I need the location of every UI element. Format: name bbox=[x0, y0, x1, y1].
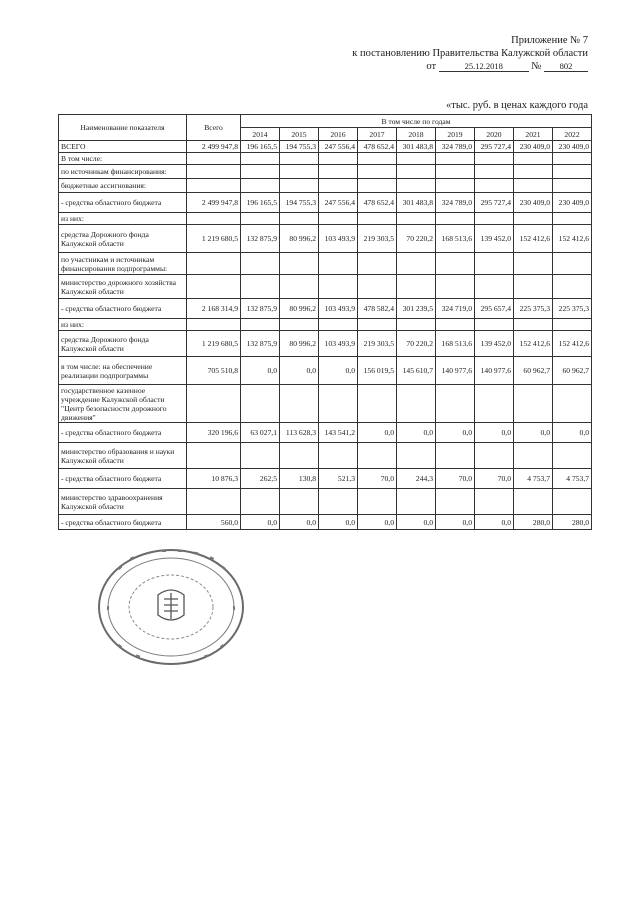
year-value-cell bbox=[436, 443, 475, 469]
table-row bbox=[59, 141, 592, 153]
year-value-cell: 244,3 bbox=[397, 469, 436, 489]
year-value-cell: 156 019,5 bbox=[358, 357, 397, 385]
year-value-cell: 103 493,9 bbox=[319, 299, 358, 319]
year-value-cell bbox=[241, 253, 280, 275]
year-value-cell bbox=[436, 319, 475, 331]
row-label: из них: bbox=[59, 319, 187, 331]
appendix-title: Приложение № 7 bbox=[511, 35, 588, 46]
year-value-cell: 230 409,0 bbox=[553, 193, 592, 213]
row-total bbox=[187, 319, 241, 331]
year-value-cell bbox=[358, 179, 397, 193]
year-value-cell bbox=[436, 275, 475, 299]
year-value-cell: 152 412,6 bbox=[553, 331, 592, 357]
year-value-cell: 113 628,3 bbox=[280, 423, 319, 443]
year-value-cell: 0,0 bbox=[397, 515, 436, 530]
year-value-cell bbox=[280, 275, 319, 299]
year-value-cell: 103 493,9 bbox=[319, 225, 358, 253]
row-total bbox=[187, 443, 241, 469]
table-row bbox=[59, 225, 592, 253]
year-value-cell bbox=[436, 179, 475, 193]
resolution-reference: к постановлению Правительства Калужской области bbox=[352, 48, 588, 59]
table-row bbox=[59, 331, 592, 357]
row-total: 320 196,6 bbox=[187, 423, 241, 443]
year-value-cell: 225 375,3 bbox=[553, 299, 592, 319]
year-value-cell: 152 412,6 bbox=[514, 331, 553, 357]
row-label: государственное казенное учреждение Калужской области "Центр безопасности дорожного движения" bbox=[59, 385, 187, 423]
year-value-cell bbox=[553, 165, 592, 179]
year-value-cell bbox=[397, 179, 436, 193]
year-value-cell: 295 657,4 bbox=[475, 299, 514, 319]
column-header-years-group: В том числе по годам bbox=[241, 115, 592, 128]
year-value-cell: 521,3 bbox=[319, 469, 358, 489]
year-value-cell bbox=[475, 253, 514, 275]
year-value-cell bbox=[319, 153, 358, 165]
year-value-cell: 4 753,7 bbox=[514, 469, 553, 489]
year-value-cell bbox=[241, 153, 280, 165]
year-value-cell bbox=[358, 443, 397, 469]
year-value-cell: 324 719,0 bbox=[436, 299, 475, 319]
year-value-cell bbox=[319, 165, 358, 179]
row-total: 560,0 bbox=[187, 515, 241, 530]
table-row bbox=[59, 179, 592, 193]
year-value-cell: 80 996,2 bbox=[280, 331, 319, 357]
year-value-cell: 0,0 bbox=[319, 357, 358, 385]
year-value-cell: 152 412,6 bbox=[514, 225, 553, 253]
year-value-cell bbox=[280, 253, 319, 275]
year-value-cell bbox=[319, 319, 358, 331]
year-value-cell bbox=[436, 153, 475, 165]
year-value-cell: 103 493,9 bbox=[319, 331, 358, 357]
year-value-cell: 132 875,9 bbox=[241, 225, 280, 253]
year-value-cell: 280,0 bbox=[514, 515, 553, 530]
table-row bbox=[59, 489, 592, 515]
year-value-cell bbox=[475, 213, 514, 225]
table-row bbox=[59, 423, 592, 443]
year-value-cell bbox=[475, 165, 514, 179]
resolution-date-line bbox=[352, 60, 588, 73]
year-value-cell bbox=[241, 385, 280, 423]
year-value-cell bbox=[514, 165, 553, 179]
table-row bbox=[59, 213, 592, 225]
year-value-cell bbox=[358, 489, 397, 515]
row-total bbox=[187, 179, 241, 193]
table-row bbox=[59, 443, 592, 469]
table-row bbox=[59, 253, 592, 275]
year-value-cell bbox=[280, 153, 319, 165]
year-value-cell bbox=[358, 275, 397, 299]
table-row bbox=[59, 153, 592, 165]
number-label: № bbox=[531, 61, 542, 72]
year-value-cell bbox=[397, 489, 436, 515]
year-value-cell: 70,0 bbox=[475, 469, 514, 489]
year-value-cell: 196 165,5 bbox=[241, 141, 280, 153]
row-total bbox=[187, 213, 241, 225]
row-total: 1 219 680,5 bbox=[187, 331, 241, 357]
appendix-header bbox=[352, 34, 588, 73]
year-value-cell bbox=[358, 319, 397, 331]
row-total bbox=[187, 165, 241, 179]
year-value-cell bbox=[319, 443, 358, 469]
year-value-cell bbox=[436, 385, 475, 423]
year-header: 2017 bbox=[358, 128, 397, 141]
year-value-cell: 70,0 bbox=[358, 469, 397, 489]
year-value-cell bbox=[397, 443, 436, 469]
year-value-cell: 295 727,4 bbox=[475, 141, 514, 153]
year-value-cell bbox=[553, 385, 592, 423]
row-label: - средства областного бюджета bbox=[59, 423, 187, 443]
year-value-cell bbox=[280, 165, 319, 179]
year-value-cell bbox=[514, 443, 553, 469]
year-header: 2022 bbox=[553, 128, 592, 141]
year-header: 2014 bbox=[241, 128, 280, 141]
year-value-cell bbox=[514, 213, 553, 225]
year-value-cell: 130,8 bbox=[280, 469, 319, 489]
year-value-cell bbox=[514, 275, 553, 299]
table-row bbox=[59, 275, 592, 299]
year-value-cell: 196 165,5 bbox=[241, 193, 280, 213]
year-value-cell bbox=[319, 275, 358, 299]
year-value-cell bbox=[553, 253, 592, 275]
row-label: средства Дорожного фонда Калужской области bbox=[59, 331, 187, 357]
year-value-cell: 194 755,3 bbox=[280, 193, 319, 213]
year-value-cell: 0,0 bbox=[475, 423, 514, 443]
row-label: - средства областного бюджета bbox=[59, 193, 187, 213]
year-value-cell bbox=[397, 153, 436, 165]
year-value-cell bbox=[397, 165, 436, 179]
row-label: средства Дорожного фонда Калужской области bbox=[59, 225, 187, 253]
year-value-cell: 478 652,4 bbox=[358, 193, 397, 213]
year-value-cell bbox=[397, 319, 436, 331]
year-value-cell bbox=[319, 213, 358, 225]
year-value-cell: 80 996,2 bbox=[280, 299, 319, 319]
year-value-cell bbox=[397, 253, 436, 275]
units-note: «тыс. руб. в ценах каждого года bbox=[445, 100, 588, 111]
year-value-cell: 324 789,0 bbox=[436, 141, 475, 153]
year-value-cell bbox=[514, 385, 553, 423]
year-value-cell: 0,0 bbox=[280, 515, 319, 530]
year-value-cell: 168 513,6 bbox=[436, 331, 475, 357]
year-value-cell bbox=[553, 179, 592, 193]
year-value-cell bbox=[280, 213, 319, 225]
year-value-cell bbox=[514, 153, 553, 165]
year-value-cell: 0,0 bbox=[436, 515, 475, 530]
year-value-cell: 70,0 bbox=[436, 469, 475, 489]
year-value-cell bbox=[397, 385, 436, 423]
resolution-number: 802 bbox=[544, 61, 588, 72]
from-label: от bbox=[426, 61, 437, 72]
year-value-cell: 139 452,0 bbox=[475, 331, 514, 357]
table-row bbox=[59, 299, 592, 319]
year-value-cell bbox=[280, 443, 319, 469]
year-value-cell: 0,0 bbox=[280, 357, 319, 385]
year-value-cell: 230 409,0 bbox=[553, 141, 592, 153]
year-value-cell bbox=[436, 165, 475, 179]
year-value-cell bbox=[553, 153, 592, 165]
column-header-total: Всего bbox=[187, 115, 241, 141]
year-value-cell: 0,0 bbox=[241, 357, 280, 385]
year-value-cell bbox=[358, 153, 397, 165]
year-value-cell: 247 556,4 bbox=[319, 141, 358, 153]
year-value-cell: 324 789,0 bbox=[436, 193, 475, 213]
row-label: из них: bbox=[59, 213, 187, 225]
year-value-cell: 0,0 bbox=[475, 515, 514, 530]
row-label: министерство дорожного хозяйства Калужской области bbox=[59, 275, 187, 299]
year-value-cell bbox=[358, 165, 397, 179]
year-value-cell: 0,0 bbox=[397, 423, 436, 443]
row-total: 2 168 314,9 bbox=[187, 299, 241, 319]
year-value-cell: 0,0 bbox=[553, 423, 592, 443]
year-value-cell bbox=[514, 253, 553, 275]
year-value-cell: 262,5 bbox=[241, 469, 280, 489]
row-total bbox=[187, 385, 241, 423]
row-total: 1 219 680,5 bbox=[187, 225, 241, 253]
row-label: в том числе: на обеспечение реализации подпрограммы bbox=[59, 357, 187, 385]
year-value-cell bbox=[475, 153, 514, 165]
year-value-cell bbox=[553, 213, 592, 225]
row-label: - средства областного бюджета bbox=[59, 299, 187, 319]
year-value-cell bbox=[280, 489, 319, 515]
year-value-cell bbox=[397, 275, 436, 299]
year-value-cell: 140 977,6 bbox=[436, 357, 475, 385]
year-value-cell bbox=[397, 213, 436, 225]
year-value-cell bbox=[475, 443, 514, 469]
year-value-cell: 0,0 bbox=[436, 423, 475, 443]
table-row bbox=[59, 515, 592, 530]
year-value-cell bbox=[241, 179, 280, 193]
year-value-cell bbox=[436, 213, 475, 225]
year-value-cell: 301 483,8 bbox=[397, 193, 436, 213]
year-value-cell bbox=[319, 253, 358, 275]
year-value-cell bbox=[553, 319, 592, 331]
row-total: 10 876,3 bbox=[187, 469, 241, 489]
year-header: 2015 bbox=[280, 128, 319, 141]
budget-table bbox=[58, 114, 592, 530]
year-value-cell: 152 412,6 bbox=[553, 225, 592, 253]
row-total: 705 510,8 bbox=[187, 357, 241, 385]
year-value-cell: 230 409,0 bbox=[514, 141, 553, 153]
year-value-cell: 0,0 bbox=[514, 423, 553, 443]
year-value-cell: 80 996,2 bbox=[280, 225, 319, 253]
year-value-cell bbox=[319, 489, 358, 515]
year-value-cell bbox=[358, 213, 397, 225]
column-header-name: Наименование показателя bbox=[59, 115, 187, 141]
row-label: по источникам финансирования: bbox=[59, 165, 187, 179]
year-value-cell: 219 303,5 bbox=[358, 331, 397, 357]
year-value-cell: 478 582,4 bbox=[358, 299, 397, 319]
year-value-cell: 247 556,4 bbox=[319, 193, 358, 213]
year-value-cell: 60 962,7 bbox=[514, 357, 553, 385]
year-value-cell bbox=[358, 385, 397, 423]
year-value-cell bbox=[241, 165, 280, 179]
row-total: 2 499 947,8 bbox=[187, 141, 241, 153]
table-row bbox=[59, 165, 592, 179]
year-value-cell: 4 753,7 bbox=[553, 469, 592, 489]
year-value-cell: 301 483,8 bbox=[397, 141, 436, 153]
year-value-cell bbox=[514, 319, 553, 331]
year-value-cell: 132 875,9 bbox=[241, 299, 280, 319]
row-label: министерство образования и науки Калужской области bbox=[59, 443, 187, 469]
row-total bbox=[187, 153, 241, 165]
table-row bbox=[59, 357, 592, 385]
year-value-cell bbox=[553, 443, 592, 469]
year-value-cell: 295 727,4 bbox=[475, 193, 514, 213]
year-value-cell bbox=[319, 385, 358, 423]
year-value-cell: 139 452,0 bbox=[475, 225, 514, 253]
year-value-cell bbox=[514, 179, 553, 193]
row-label: - средства областного бюджета bbox=[59, 515, 187, 530]
year-value-cell: 140 977,6 bbox=[475, 357, 514, 385]
official-seal bbox=[96, 547, 246, 667]
year-value-cell bbox=[475, 319, 514, 331]
year-value-cell: 70 220,2 bbox=[397, 331, 436, 357]
row-total bbox=[187, 489, 241, 515]
year-value-cell bbox=[475, 489, 514, 515]
year-value-cell bbox=[514, 489, 553, 515]
year-value-cell bbox=[436, 489, 475, 515]
year-header: 2020 bbox=[475, 128, 514, 141]
row-total bbox=[187, 275, 241, 299]
table-row bbox=[59, 193, 592, 213]
row-total: 2 499 947,8 bbox=[187, 193, 241, 213]
year-value-cell: 132 875,9 bbox=[241, 331, 280, 357]
year-value-cell: 0,0 bbox=[358, 423, 397, 443]
year-value-cell bbox=[241, 275, 280, 299]
row-label: - средства областного бюджета bbox=[59, 469, 187, 489]
year-header: 2018 bbox=[397, 128, 436, 141]
table-row bbox=[59, 385, 592, 423]
year-value-cell bbox=[241, 319, 280, 331]
year-value-cell: 70 220,2 bbox=[397, 225, 436, 253]
year-value-cell bbox=[241, 213, 280, 225]
year-value-cell bbox=[358, 253, 397, 275]
year-value-cell: 0,0 bbox=[358, 515, 397, 530]
year-header: 2021 bbox=[514, 128, 553, 141]
year-value-cell bbox=[280, 385, 319, 423]
row-label: ВСЕГО bbox=[59, 141, 187, 153]
year-value-cell bbox=[280, 179, 319, 193]
resolution-date: 25.12.2018 bbox=[439, 61, 529, 72]
table-row bbox=[59, 469, 592, 489]
year-value-cell: 225 375,3 bbox=[514, 299, 553, 319]
year-value-cell: 0,0 bbox=[319, 515, 358, 530]
year-value-cell bbox=[241, 443, 280, 469]
year-value-cell bbox=[319, 179, 358, 193]
row-label: бюджетные ассигнования: bbox=[59, 179, 187, 193]
year-value-cell bbox=[241, 489, 280, 515]
year-value-cell: 143 541,2 bbox=[319, 423, 358, 443]
year-value-cell: 301 239,5 bbox=[397, 299, 436, 319]
table-row bbox=[59, 319, 592, 331]
year-value-cell: 219 303,5 bbox=[358, 225, 397, 253]
year-value-cell bbox=[475, 179, 514, 193]
year-value-cell bbox=[553, 275, 592, 299]
year-value-cell: 478 652,4 bbox=[358, 141, 397, 153]
year-value-cell: 230 409,0 bbox=[514, 193, 553, 213]
year-value-cell: 63 027,1 bbox=[241, 423, 280, 443]
year-value-cell bbox=[436, 253, 475, 275]
row-total bbox=[187, 253, 241, 275]
year-value-cell bbox=[280, 319, 319, 331]
row-label: В том числе: bbox=[59, 153, 187, 165]
year-header: 2019 bbox=[436, 128, 475, 141]
year-header: 2016 bbox=[319, 128, 358, 141]
year-value-cell: 194 755,3 bbox=[280, 141, 319, 153]
year-value-cell bbox=[475, 275, 514, 299]
year-value-cell bbox=[475, 385, 514, 423]
year-value-cell: 0,0 bbox=[241, 515, 280, 530]
year-value-cell bbox=[553, 489, 592, 515]
year-value-cell: 280,0 bbox=[553, 515, 592, 530]
year-value-cell: 145 610,7 bbox=[397, 357, 436, 385]
row-label: по участникам и источникам финансирования подпрограммы: bbox=[59, 253, 187, 275]
year-value-cell: 168 513,6 bbox=[436, 225, 475, 253]
year-value-cell: 60 962,7 bbox=[553, 357, 592, 385]
row-label: министерство здравоохранения Калужской области bbox=[59, 489, 187, 515]
